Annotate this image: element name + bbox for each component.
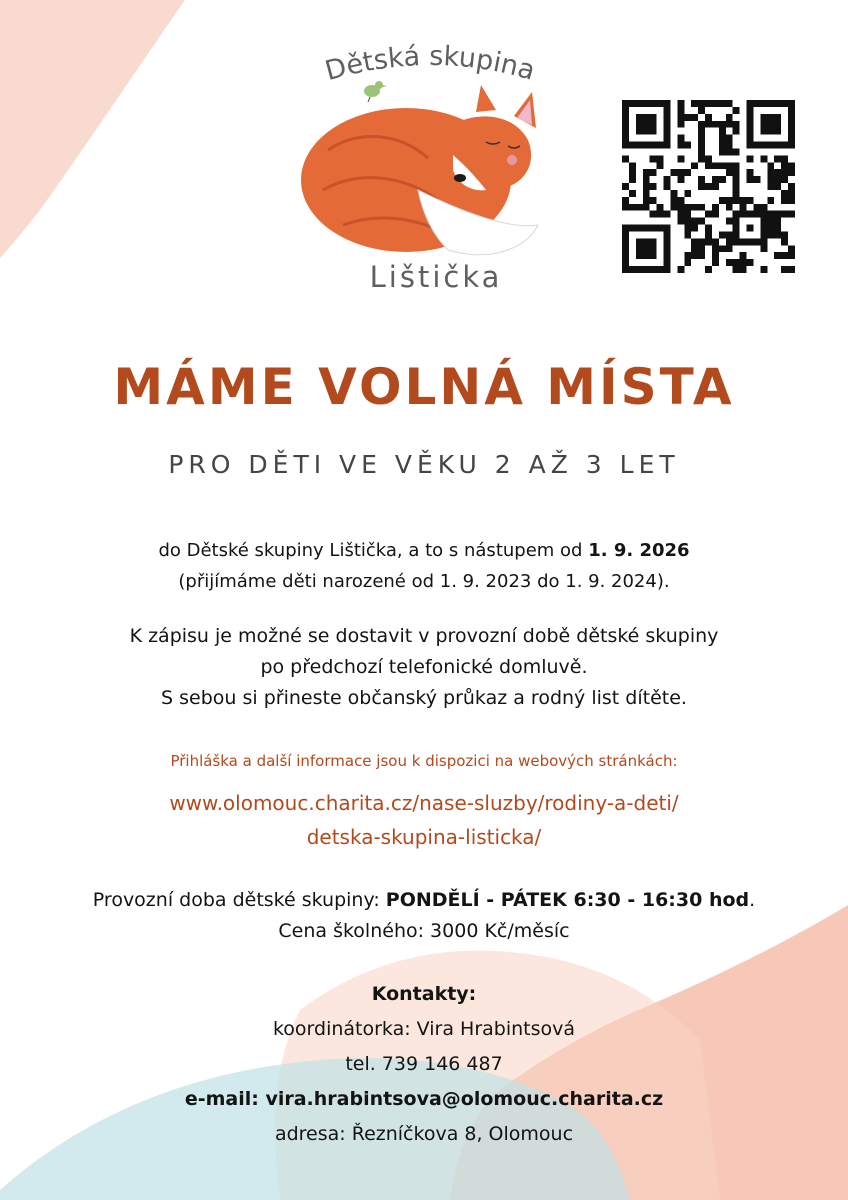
phone-line[interactable]: tel. 739 146 487 <box>345 1053 503 1075</box>
email-label: e-mail: <box>184 1088 266 1110</box>
contacts-title: Kontakty: <box>371 983 477 1005</box>
hours-value: PONDĚLÍ - PÁTEK 6:30 - 16:30 hod <box>385 889 750 911</box>
opening-hours-line <box>0 885 848 916</box>
intro-paragraph <box>0 535 848 597</box>
website-link[interactable] <box>0 786 848 854</box>
price-line: Cena školného: 3000 Kč/měsíc <box>278 920 570 942</box>
hours-end: . <box>749 889 756 911</box>
qr-code-icon[interactable] <box>622 100 795 273</box>
email-line[interactable] <box>0 1082 848 1117</box>
hours-paragraph <box>0 885 848 947</box>
logo-top-text: Dětská skupina <box>321 40 539 88</box>
intro-text: do Dětské skupiny Lištička, a to s nástupem od <box>158 540 589 561</box>
hours-label: Provozní doba dětské skupiny: <box>92 889 386 911</box>
age-subheadline: PRO DĚTI VE VĚKU 2 AŽ 3 LET <box>168 450 680 479</box>
logo-bottom-text: Lištička <box>369 260 503 294</box>
contacts-section <box>0 977 848 1152</box>
enrollment-line-2: po předchozí telefonické domluvě. <box>260 656 588 678</box>
bird-icon <box>364 81 387 102</box>
website-url-line-2[interactable]: detska-skupina-listicka/ <box>306 825 542 849</box>
enrollment-line-3: S sebou si přineste občanský průkaz a rodný list dítěte. <box>161 687 687 709</box>
info-note: Přihláška a další informace jsou k dispozici na webových stránkách: <box>170 752 678 770</box>
main-headline: MÁME VOLNÁ MÍSTA <box>113 358 735 416</box>
enrollment-paragraph <box>0 621 848 714</box>
coordinator-line: koordinátorka: Vira Hrabintsová <box>272 1018 576 1040</box>
enrollment-line-1: K zápisu je možné se dostavit v provozní době dětské skupiny <box>129 625 719 647</box>
start-date: 1. 9. 2026 <box>588 540 690 561</box>
intro-line-2: (přijímáme děti narozené od 1. 9. 2023 do 1. 9. 2024). <box>178 571 670 592</box>
fox-illustration <box>301 85 538 255</box>
email-address[interactable]: vira.hrabintsova@olomouc.charita.cz <box>265 1088 664 1110</box>
address-line: adresa: Řezníčkova 8, Olomouc <box>274 1123 574 1145</box>
website-url-line-1[interactable]: www.olomouc.charita.cz/nase-sluzby/rodiny-a-deti/ <box>169 791 679 815</box>
listicka-logo <box>288 40 578 305</box>
intro-line-1 <box>0 535 848 566</box>
